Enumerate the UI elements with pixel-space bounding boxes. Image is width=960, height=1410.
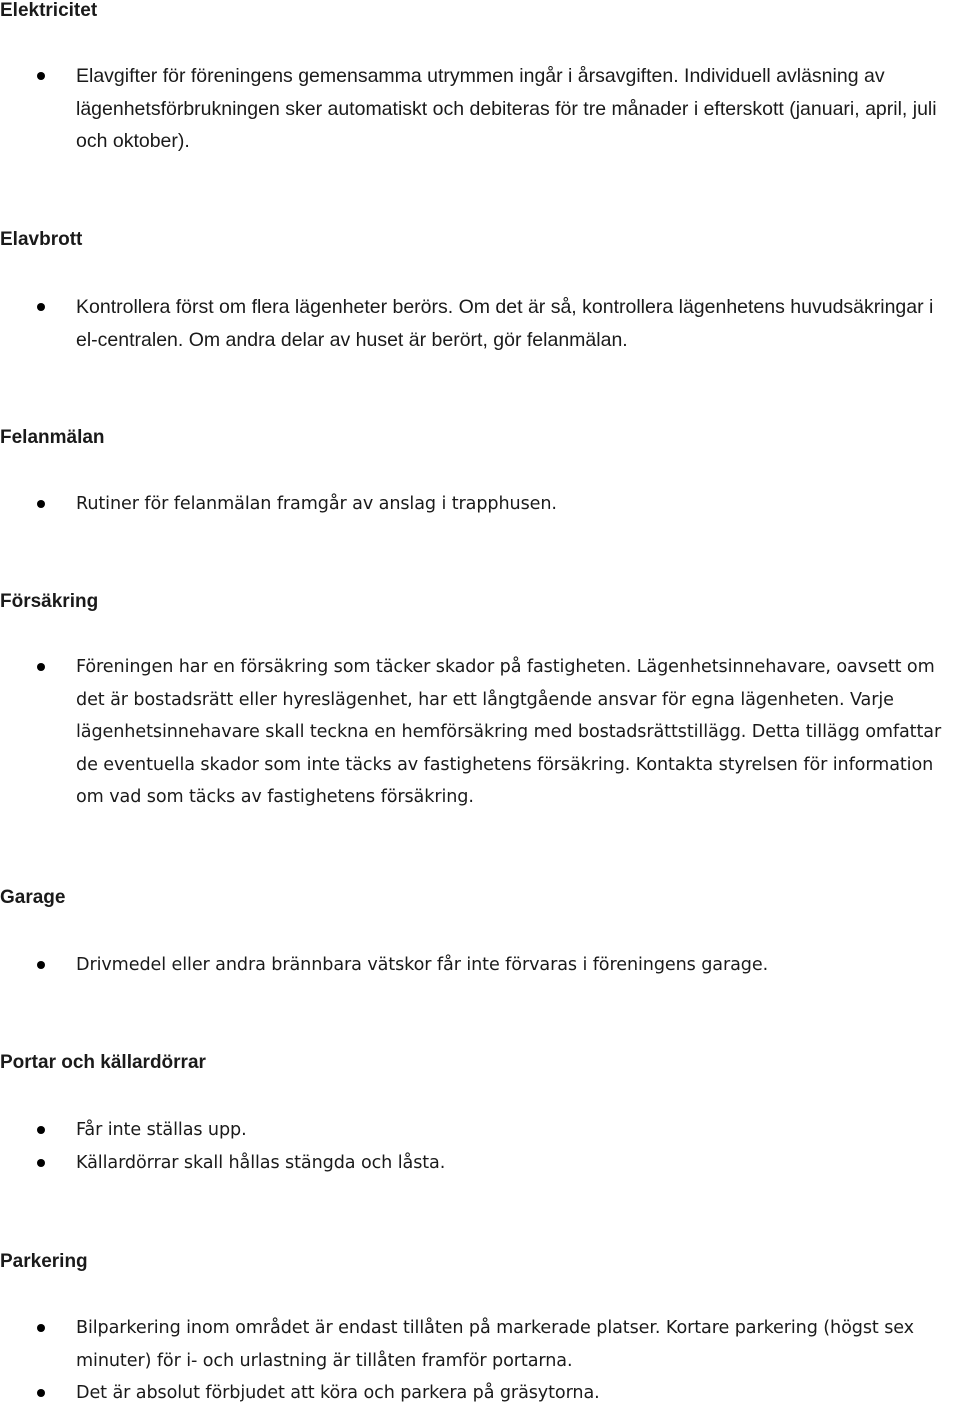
bullet-icon (37, 1324, 45, 1332)
list-item (0, 1147, 960, 1180)
bullet-icon (37, 303, 45, 311)
list-item-text: Källardörrar skall hållas stängda och låsta. (76, 1152, 446, 1173)
list-item-text: Kontrollera först om flera lägenheter berörs. Om det är så, kontrollera lägenhetens huvudsäkringar i el-centralen. Om andra delar av huset är berört, gör felanmälan. (76, 296, 934, 351)
list-item (0, 651, 960, 814)
bullet-list (0, 1312, 960, 1410)
list-item (0, 1377, 960, 1410)
list-item (0, 291, 960, 356)
list-item-text: Drivmedel eller andra brännbara vätskor får inte förvaras i föreningens garage. (76, 955, 769, 975)
list-item-text: Bilparkering inom området är endast tillåten på markerade platser. Kortare parkering (högst sex minuter) för i- och urlastning är tillåten framför portarna. (76, 1318, 914, 1371)
list-item-text: Elavgifter för föreningens gemensamma utrymmen ingår i årsavgiften. Individuell avläsning av lägenhetsförbrukningen sker automatiskt och debiteras för tre månader i efterskott (januari, april, juli och oktober). (76, 65, 937, 153)
list-item (0, 60, 960, 158)
bullet-icon (37, 1159, 45, 1167)
list-item-text: Rutiner för felanmälan framgår av anslag i trapphusen. (76, 494, 557, 514)
section-heading: Försäkring (0, 591, 99, 612)
bullet-icon (37, 1389, 45, 1397)
bullet-list (0, 949, 960, 982)
list-item (0, 949, 960, 982)
bullet-icon (37, 72, 45, 80)
bullet-icon (37, 1126, 45, 1134)
bullet-list (0, 60, 960, 158)
list-item-text: Föreningen har en försäkring som täcker skador på fastigheten. Lägenhetsinnehavare, oavsett om det är bostadsrätt eller hyreslägenhet, har ett långtgående ansvar för egna lägenheten. Varje lägenhetsinnehavare skall teckna en hemförsäkring med bostadsrättstillägg. Detta tillägg omfattar de eventuella skador som inte täcks av fastighetens försäkring. Kontakta styrelsen för information om vad som täcks av fastighetens försäkring. (76, 657, 942, 808)
section-heading: Felanmälan (0, 427, 105, 448)
section-heading: Parkering (0, 1251, 88, 1272)
list-item (0, 488, 960, 521)
bullet-list (0, 488, 960, 521)
list-item (0, 1312, 960, 1377)
bullet-icon (37, 663, 45, 671)
list-item-text: Får inte ställas upp. (76, 1120, 247, 1140)
section-heading: Portar och källardörrar (0, 1052, 206, 1073)
bullet-list (0, 1114, 960, 1179)
section-heading: Elektricitet (0, 0, 98, 21)
bullet-list (0, 291, 960, 356)
list-item-text: Det är absolut förbjudet att köra och parkera på gräsytorna. (76, 1383, 600, 1404)
bullet-icon (37, 500, 45, 508)
section-heading: Elavbrott (0, 229, 83, 250)
list-item (0, 1114, 960, 1147)
section-heading: Garage (0, 887, 66, 908)
bullet-icon (37, 961, 45, 969)
bullet-list (0, 651, 960, 814)
